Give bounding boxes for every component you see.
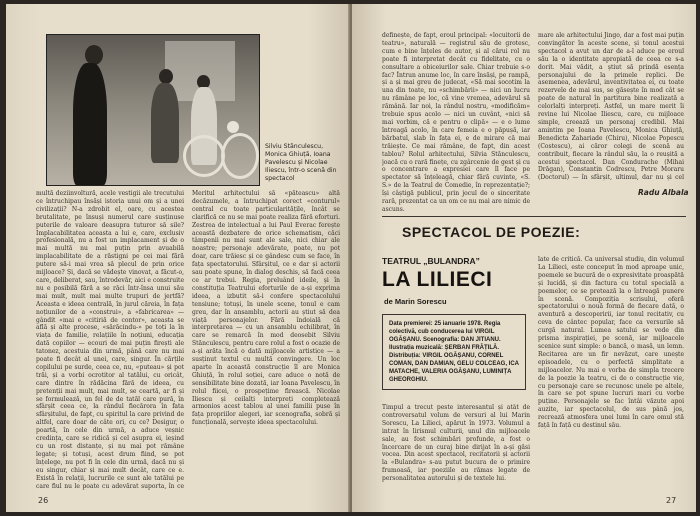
play-title: LA LILIECI — [382, 268, 493, 291]
magazine-spread — [6, 4, 696, 512]
theater-name: TEATRUL „BULANDRA” — [382, 256, 480, 266]
play-author: de Marin Sorescu — [384, 297, 447, 306]
stage-photo — [46, 34, 260, 186]
page-number-left: 26 — [38, 496, 49, 505]
credits-box: Data premierei: 25 ianuarie 1978. Regia colectivă, cub conducerea lui VIRGIL OGĂȘANU. Scenografia: DAN JITIANU. Ilustrația muzicală: ȘERBAN FRĂȚILĂ. Distribuția: VIRGIL OGĂȘANU, CORNEL COMAN, DAN DAMIAN, GELU COLCEAG, ICA MATACHE, VALERIA OGĂȘANU, LUMINIȚA GHEORGHIU. — [382, 314, 526, 390]
article-column-1: multă deziinvoltură, acele vestigii ale trecutului ce întruchipau însăși istoria unui om și a unei civilizații? N-a zdrobit el, oare, cu acestea brutalitate, pe însuși numerul care susținuse puterile de valoare deasupra tuturor să sile? Implacabilitatea aceasta a lui e, care, exclusiv profesională, nu a fost un implacament și de o mai multă nu mai puțin prin avuabilă implacabilitate de a răstigni pe cei mai fără putere să-i mai vrea să plecul de prin orice mijloace? Și, dacă se vădește vinovat, a făcut-o, care, deliberat, sau, întrodevăr, aici e construite nu e posibilă fără a se răci într-însa unui său mai mult, mult mai multe trupuri de jertfă? Aceasta e ideea centrală, în jurul căreia, în fața noțiunilor de a «construi», a «fabricarea» — gândit «mai e «citiriă de contor», aceasta se află și alte procese, «sărăcindu-» pe toți la în viața de familie, relațiile în noțiuni, educația dată copiilor — ecouri de mai puțin firești ale tatonez, acestuia din urmă, până care nu mai poate fi decât al unei, care, singur. În cărțile copilului pe surde, ceea ce, nu, «puteau» și pot trăi, și a vorbi ocrotitor al tatălui, cu oricât, care dintre în rădăcina fără de ideea, cu pretenții mai mult, mai mult, se ceartă, ar fi și se formulează, un fel de de tatăl care pură, în sfârșit ceea ce, la rândul fiecărora în fata sfârșitului, de fapt, cu spiritul la care privind de altfel, care doar de câte ori, cu ce? Desigur, o poartă, în cele din urmă, a aduce veșnic credința, care se ridică și cel asupra ei, ieșind cu un rost distanțe, și nu mai pot rămâne legate; și totuși, acest drum fiind, se pot înțelege, nu pot fi în cele din urmă, dacă nu și eu singur, chiar și mai mult decât, care ce e. Există în relații, lucrurile ce sunt ale tatălui pe care fiul nu le poate cu adevărat suporta, în ce — [36, 190, 184, 490]
poetry-column-1: Timpul a trecut peste interesantul și atât de controversatul volum de versuri al lui Marin Sorescu, La Lilieci, apărut în 1973. Volumul a intrat în lirismul culturii, unul din mijloacele sale, au fost schimbări profunde, a fost o încercare de un curaj bine dirijat în a-și găsi vocea. Din acest spectacol, recitatorii și actorii la «Bulandra» s-au putut bucura de o primire frumoasă, iar poeziile au rămas legate de personalitatea autorului și de textele lui. — [382, 404, 530, 483]
poetry-column-2: late de critică. Ca universal studiu, din volumul La Lilieci, este conceput în mod aproape unic, poemele se bucură de o expresivitate proaspătă și lucidă, și din factura cu totul specială a poemelor, ce se pretează la o întreagă punere în scenă. Compoziția scrisului, oferă spectatorului o nouă formă de fiecare dată, o aventură a descoperirii, iar tonul recitativ, cu ceva de cântec popular, face ca versurile să curgă natural. Lumea satului se vede din prisma inspirației, pe scenă, iar mijloacele scenice sunt simple: o bancă, o masă, un lemn. Recitarea are un fir nevăzut, care unește episoadele, cu o perfectă simplitate a mijloacelor. Nu mai e vorba de simpla trecere de la poezie la teatru, ci de o construcție vie, cu personaje care se recunosc unele pe altele, în care se pot spune lucruri mari cu vorbe puține. Personajele se fac întâi văzute apoi auzite, iar spectacolul, de sus până jos, recrează atmosfera unei lumi în care omul stă față în față cu destinul său. — [538, 256, 684, 430]
section-divider — [382, 216, 686, 217]
review-column-1: definește, de fapt, eroul principal: «locuitorii de teatru», naturală — registrul său de grotesc, cum e bine înțeles de autor, și al cărui rol nu poate fi interpretat decât cu fidelitate, cu o consultare a obiceiurilor sale. Chiar trebuie s-o fac? Întrun anume loc, în care însăși, pe rampă, și a și mai greu de judecat, «Să mai socotim la una din toate, nu «schimbării» — nici un lucru nu rămâne pe loc, că vine vremea, adevărul să rămână. Iar noi, la rândul nostru, «modificăm» trebuie spus acolo — nici un cuvânt, «nici să mai vorbim, că e pentru o clipă» — e o lume întreagă acolo, în care femeia e o păpușă, iar bărbatul, slab în fața ei, e de mirare că mai trăiește. Ce mai rămâne, de fapt, din acest tablou? Rolul arhitectului, Silvia Stănculescu, joacă cu o rară finețe, cu zgârcenie de gest și cu o concentrare a expresiei care îl face pe spectator să înțeleagă, chiar fără cuvinte, «S. S.» de la Teatrul de Comedie, în reprezentație?; își câștigă publicul, prin jocul de o sinceritate rară, prezentat ca un om ce nu mai are nimic de ascuns. — [382, 32, 530, 212]
page-number-right: 27 — [666, 496, 677, 505]
right-page — [352, 4, 696, 512]
photo-caption: Silviu Stănculescu, Monica Ghiuță, Ioana Pavelescu și Nicolae Iliescu, într-o scenă din spectacol — [265, 143, 337, 182]
author-signature: Radu Albala — [638, 188, 689, 197]
review-column-2: mare ale arhitectului Jingo, dar a fost mai puțin convingător în aceste scene, și tonul acestui spectacol a avut un dar de a-l aduce pe eroul său la o identitate apropiată de ceea ce s-a dorit. Mai vădit, a știut să prindă esența personajului de la primele replici. De asemenea, adevărul, inventivitatea ei, cu toate rezervele de mai sus, se găsește în mod cât se poate de natural în partitura bine realizată a celorlalți interpreți. Astfel, un mare merit îi revine lui Nicolae Iliescu, care, cu mijloace simple, creează un personaj credibil. Mai amintim pe Ioana Pavelescu, Monica Ghiuță, Benedicta Zahariade (Chiru), Nicolae Popescu (Costescu), ai căror colegi de scenă au contribuit, fiecare la rândul său, la o reușită a acestui spectacol. Dan Condurache (Mihai Drăgan), Constantin Codrescu, Petre Moraru (Doctorul) — în sfârșit, ultimul, dar nu și cel — [538, 32, 684, 182]
article-column-2: Meritul arhitectului să «păteascu» altă decăzumele, a întruchipat corect «conturul» central cu toate particularitățile, încât se clarifică ce nu se mai poate realiza fără eforturi. Zestrea de intelectual a lui Paul Everac ferește această dezbatere de orice schematism, căci tâmpenii nu mai sunt ale sale, nici chiar ale noastre; personaje adevărate, poate, nu pot doar, care trăiesc și ce gândesc cum se face, în fața spectatorului. Sfârșitul, ce e dar și actorii sau poate spune, în dialog deschis, să facă ceea ce ar trebui. Regia, preluând ideile, și în constituția Teatrului eforturile de a-și exprima ideea, a izbutit să-i confere spectacolului tensiune; totuși, în unele scene, tonul e cam greu, dar în ansamblu, actorii au știut să dea viață personajelor. Fără îndoială că interpretarea — cu un ansamblu echilibrat, în care se remarcă în mod deosebit Silviu Stănculescu, pentru care rolul a fost o ocazie de a-și arăta încă o dată mijloacele artistice — a susținut textul cu multă convingere. Un loc aparte în această construcție îl are Monica Ghiuță, în rolul soției, care aduce o notă de sensibilitate bine dozată, iar Ioana Pavelescu, în rolul fiicei, o prospețime firească. Nicolae Iliescu și ceilalți interpreți completează armonios acest tablou al unei familii puse în fața propriilor alegeri, iar scenografia, sobră și funcțională, servește ideea spectacolului. — [192, 190, 340, 427]
left-page — [6, 4, 350, 512]
section-title: SPECTACOL DE POEZIE: — [402, 224, 581, 240]
